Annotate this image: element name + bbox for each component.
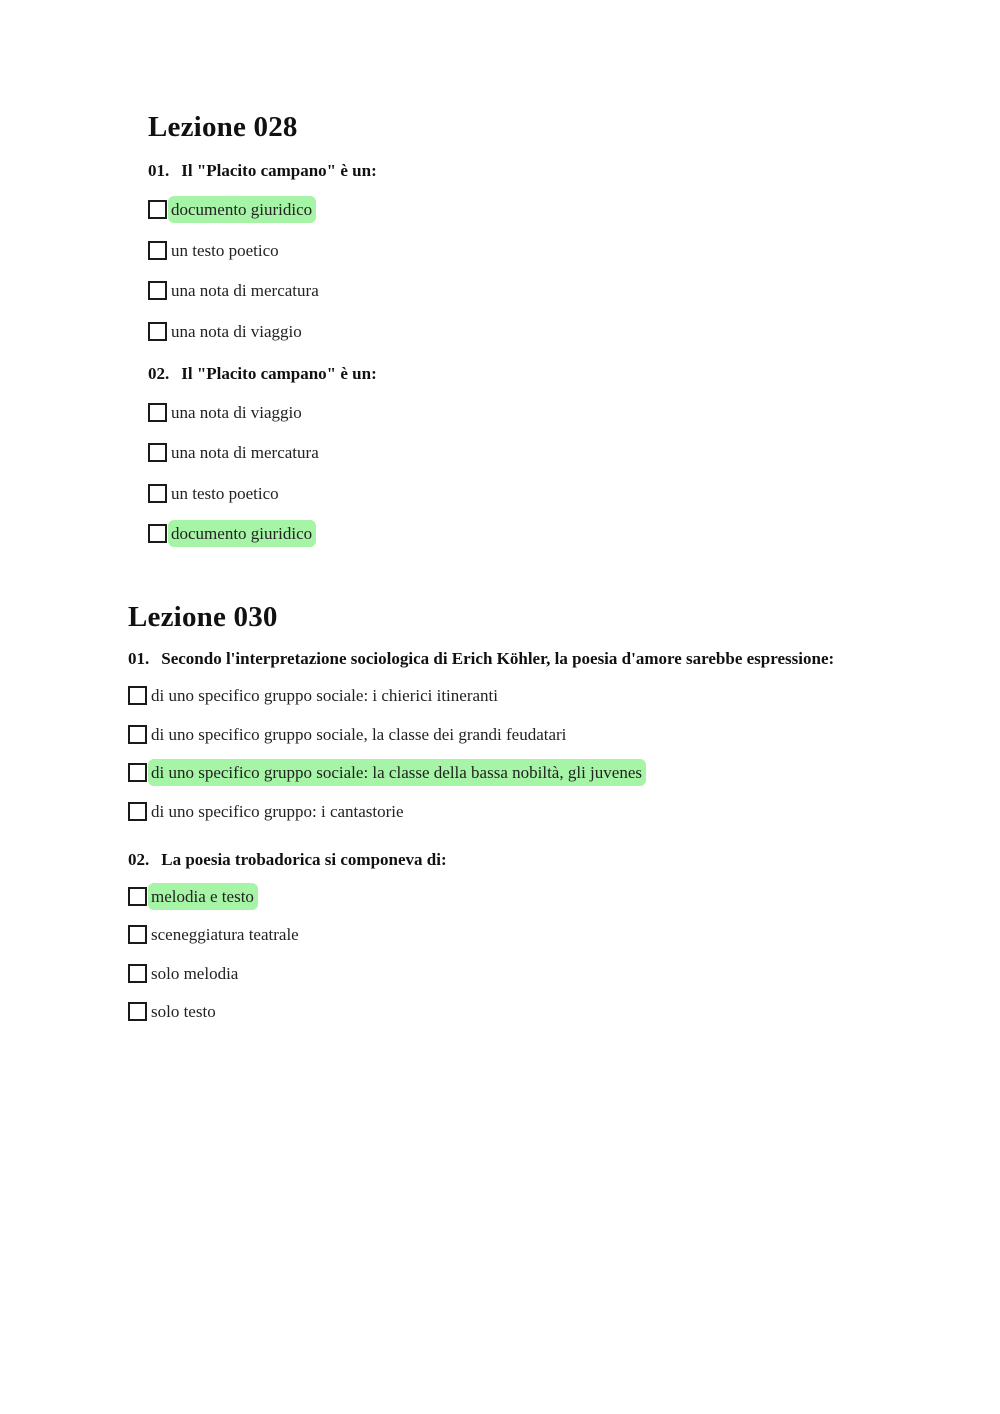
question-02	[128, 849, 968, 1024]
question-text	[148, 363, 948, 385]
answer-label: solo melodia	[151, 963, 239, 983]
answer-option[interactable]	[148, 320, 948, 343]
question-number: 02.	[128, 849, 150, 869]
question-number: 01.	[128, 649, 150, 668]
answer-label: una nota di mercatura	[171, 443, 319, 462]
answer-option[interactable]	[128, 684, 968, 707]
answer-checkbox[interactable]	[128, 763, 147, 782]
answer-label: di uno specifico gruppo sociale, la classe dei grandi feudatari	[151, 724, 567, 744]
answer-checkbox[interactable]	[128, 964, 147, 983]
question-prompt: Il "Placito campano" è un:	[181, 363, 377, 383]
question-number: 01.	[148, 161, 170, 180]
answer-checkbox[interactable]	[148, 403, 167, 422]
answer-option[interactable]	[128, 761, 968, 784]
answer-option[interactable]	[128, 962, 968, 985]
question-01	[128, 648, 968, 823]
answer-label: melodia e testo	[148, 883, 258, 910]
answer-option[interactable]	[128, 1000, 968, 1023]
question-01	[148, 160, 948, 343]
answer-label: un testo poetico	[171, 483, 279, 503]
answer-option[interactable]	[148, 401, 948, 424]
answer-label: documento giuridico	[168, 520, 316, 547]
answer-label: un testo poetico	[171, 240, 279, 260]
answer-option[interactable]	[148, 198, 948, 221]
answer-label: una nota di mercatura	[171, 281, 319, 300]
lesson-028-section	[148, 108, 948, 563]
answer-checkbox[interactable]	[128, 802, 147, 821]
answer-checkbox[interactable]	[148, 200, 167, 219]
answer-label: una nota di viaggio	[171, 402, 302, 422]
answer-checkbox[interactable]	[128, 725, 147, 744]
question-02	[148, 363, 948, 546]
answer-option[interactable]	[148, 522, 948, 545]
question-prompt: Il "Placito campano" è un:	[181, 161, 377, 180]
answer-checkbox[interactable]	[148, 524, 167, 543]
question-text	[128, 849, 968, 871]
answer-option[interactable]	[148, 482, 948, 505]
answer-label: documento giuridico	[168, 196, 316, 223]
answer-checkbox[interactable]	[148, 281, 167, 300]
answer-label: di uno specifico gruppo sociale: i chierici itineranti	[151, 686, 498, 705]
answer-checkbox[interactable]	[148, 484, 167, 503]
answer-label: sceneggiatura teatrale	[151, 925, 299, 944]
answer-option[interactable]	[148, 441, 948, 464]
answer-checkbox[interactable]	[128, 1002, 147, 1021]
answer-option[interactable]	[128, 800, 968, 823]
lesson-title: Lezione 030	[128, 601, 278, 633]
answer-option[interactable]	[148, 239, 948, 262]
answer-checkbox[interactable]	[128, 686, 147, 705]
answer-checkbox[interactable]	[148, 322, 167, 341]
answer-label: solo testo	[151, 1002, 216, 1021]
question-text	[148, 160, 948, 182]
answer-label: una nota di viaggio	[171, 321, 302, 341]
answer-checkbox[interactable]	[148, 241, 167, 260]
answer-option[interactable]	[128, 923, 968, 946]
question-prompt: La poesia trobadorica si componeva di:	[161, 849, 447, 869]
answer-checkbox[interactable]	[128, 925, 147, 944]
answer-label: di uno specifico gruppo: i cantastorie	[151, 801, 404, 821]
answer-option[interactable]	[148, 279, 948, 302]
lesson-030-section	[128, 598, 968, 1039]
question-prompt: Secondo l'interpretazione sociologica di Erich Köhler, la poesia d'amore sarebbe espressione:	[161, 649, 835, 668]
lesson-title: Lezione 028	[148, 111, 298, 143]
answer-label: di uno specifico gruppo sociale: la classe della bassa nobiltà, gli juvenes	[148, 759, 646, 786]
answer-checkbox[interactable]	[148, 443, 167, 462]
answer-option[interactable]	[128, 723, 968, 746]
answer-option[interactable]	[128, 885, 968, 908]
question-number: 02.	[148, 363, 170, 383]
question-text	[128, 648, 968, 670]
answer-checkbox[interactable]	[128, 887, 147, 906]
